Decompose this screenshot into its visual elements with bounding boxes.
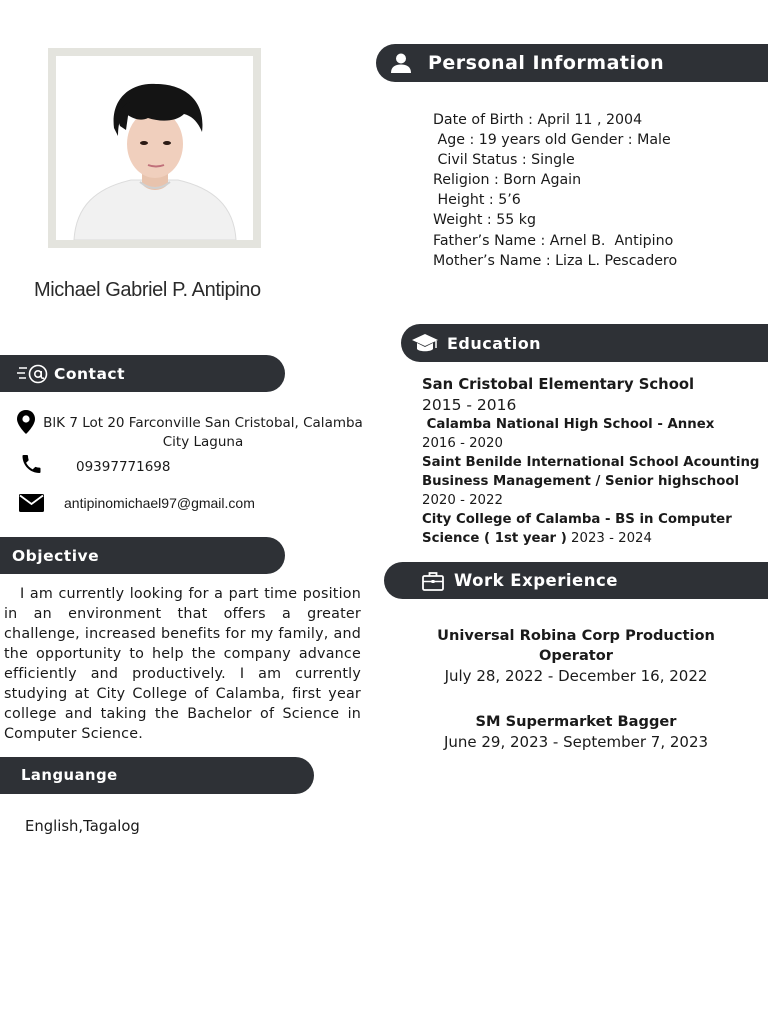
email-address: antipinomichael97@gmail.com (64, 495, 255, 511)
language-text: English,Tagalog (25, 818, 140, 835)
language-header-bar (0, 757, 314, 794)
education-years: 2016 - 2020 (422, 436, 503, 451)
personal-info-header-bar (376, 44, 768, 82)
graduation-cap-icon (411, 331, 439, 355)
education-school: Saint Benilde International School Acounting Business Management / Senior highschool (422, 455, 760, 489)
job-dates: June 29, 2023 - September 7, 2023 (443, 733, 709, 751)
address-line-2: City Laguna (162, 434, 244, 450)
personal-info-line: Height : 5’6 (433, 192, 521, 209)
work-entry (395, 712, 757, 752)
map-pin-icon (16, 409, 36, 439)
full-name: Michael Gabriel P. Antipino (34, 279, 261, 301)
personal-info-heading: Personal Information (428, 52, 665, 74)
work-experience-heading: Work Experience (454, 571, 618, 590)
job-title: SM Supermarket Bagger (475, 713, 677, 730)
education-school: San Cristobal Elementary School (422, 376, 695, 393)
contact-heading: Contact (54, 364, 126, 383)
profile-photo (56, 56, 253, 240)
personal-info-line: Mother’s Name : Liza L. Pescadero (433, 252, 678, 269)
personal-info-line: Father’s Name : Arnel B. Antipino (433, 232, 674, 249)
language-heading: Languange (21, 767, 118, 784)
personal-info-line: Date of Birth : April 11 , 2004 (433, 112, 643, 128)
phone-number: 09397771698 (76, 459, 171, 475)
briefcase-icon (422, 571, 444, 591)
education-years: 2020 - 2022 (422, 493, 503, 508)
personal-info-line: Civil Status : Single (433, 152, 575, 169)
person-portrait-image (56, 56, 253, 240)
envelope-icon (19, 494, 44, 516)
job-title: Universal Robina Corp Production Operator (437, 627, 715, 664)
objective-heading: Objective (12, 546, 100, 565)
education-header-bar (401, 324, 768, 362)
education-entry (422, 510, 762, 548)
work-experience-header-bar (384, 562, 768, 599)
email-at-icon (16, 363, 48, 385)
work-entry (395, 626, 757, 686)
education-heading: Education (447, 333, 542, 353)
phone-icon (19, 452, 44, 480)
address-text (41, 414, 365, 452)
address-line-1: BlK 7 Lot 20 Farconville San Cristobal, Calamba (43, 415, 363, 431)
objective-header-bar (0, 537, 285, 574)
profile-photo-frame (48, 48, 261, 248)
education-years: 2023 - 2024 (571, 531, 652, 546)
job-dates: July 28, 2022 - December 16, 2022 (444, 667, 708, 685)
education-school: City College of Calamba - BS in Computer Science ( 1st year ) (422, 512, 732, 546)
personal-info-list (433, 110, 677, 271)
education-school: Calamba National High School - Annex (422, 417, 715, 432)
personal-info-line: Weight : 55 kg (433, 212, 537, 229)
personal-info-line: Religion : Born Again (433, 172, 582, 189)
contact-header-bar (0, 355, 285, 392)
education-years: 2015 - 2016 (422, 396, 517, 414)
education-list (422, 375, 762, 548)
person-icon (390, 52, 412, 74)
personal-info-line: Age : 19 years old Gender : Male (433, 132, 671, 149)
objective-text: I am currently looking for a part time position in an environment that offers a greater challenge, increased benefits for my family, and the opportunity to help the company advance efficiently and productively. I am currently studying at City College of Calamba, first year college and taking the Bachelor of Science in Computer Science. (4, 586, 361, 742)
